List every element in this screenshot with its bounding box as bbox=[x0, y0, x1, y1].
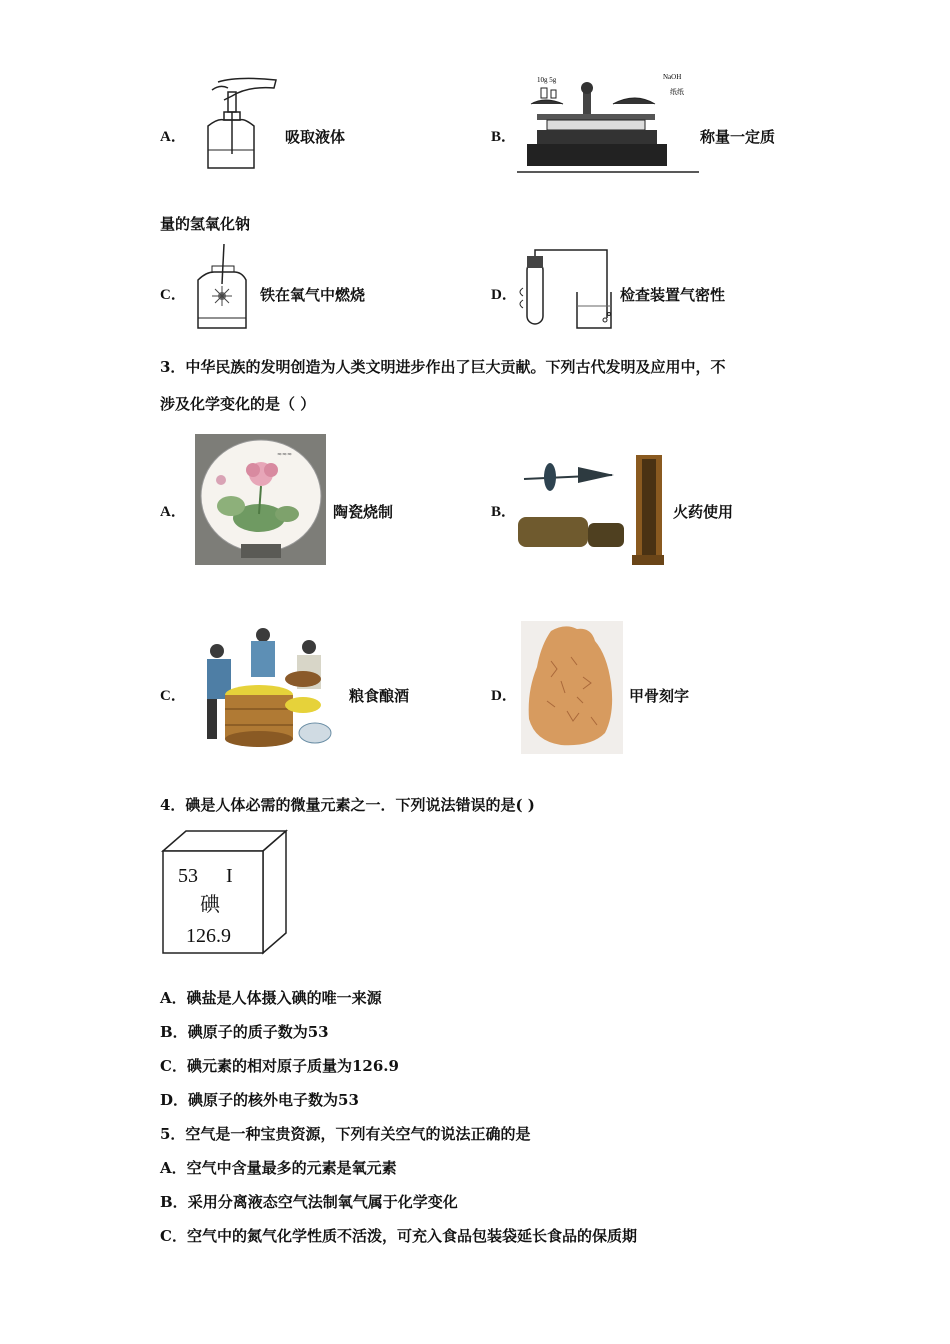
element-symbol: I bbox=[226, 865, 233, 887]
q2-option-d-letter: D． bbox=[491, 287, 517, 303]
q4-option-a-letter: A． bbox=[160, 989, 187, 1007]
q3-option-b-text: 火药使用 bbox=[673, 503, 734, 521]
q3-option-a-letter: A． bbox=[160, 504, 186, 520]
q3-option-b-letter: B． bbox=[491, 504, 517, 520]
q4-option-d-letter: D． bbox=[160, 1091, 189, 1109]
oracle-bone-image bbox=[521, 621, 623, 754]
element-name: 碘 bbox=[200, 892, 220, 916]
q5-stem: 5．空气是一种宝贵资源，下列有关空气的说法正确的是 bbox=[160, 1125, 531, 1143]
balance-paper-label: 纸纸 bbox=[670, 88, 684, 96]
element-atomic-number: 53 bbox=[178, 865, 198, 887]
q2-option-a-text: 吸取液体 bbox=[285, 128, 346, 146]
q4-option-a-text: 碘盐是人体摄入碘的唯一来源 bbox=[186, 989, 382, 1007]
airtightness-check-illustration bbox=[517, 248, 617, 332]
q3-option-c-letter: C． bbox=[160, 688, 186, 704]
element-atomic-mass: 126.9 bbox=[186, 925, 231, 947]
q2-option-b-text-continued: 量的氢氧化钠 bbox=[160, 215, 251, 233]
gunpowder-weapons-image bbox=[518, 453, 666, 567]
q4-option-c-letter: C． bbox=[160, 1057, 187, 1075]
q5-option-b-letter: B． bbox=[160, 1193, 188, 1211]
q4-option-c bbox=[160, 1056, 399, 1076]
q2-option-c-text: 铁在氧气中燃烧 bbox=[260, 286, 366, 304]
q4-option-b bbox=[160, 1022, 329, 1042]
q5-option-a-letter: A． bbox=[160, 1159, 187, 1177]
q4-option-b-text: 碘原子的质子数为53 bbox=[187, 1023, 329, 1041]
q2-option-a-letter: A． bbox=[160, 129, 186, 145]
q4-option-a bbox=[160, 988, 382, 1008]
q4-option-d bbox=[160, 1090, 359, 1110]
q4-option-d-text: 碘原子的核外电子数为53 bbox=[188, 1091, 359, 1109]
q2-option-c-letter: C． bbox=[160, 287, 186, 303]
q5-option-a-text: 空气中含量最多的元素是氧元素 bbox=[186, 1159, 397, 1177]
q5-option-b bbox=[160, 1192, 458, 1212]
q3-option-a-text: 陶瓷烧制 bbox=[333, 503, 394, 521]
brewing-wine-image bbox=[193, 625, 339, 753]
q3-option-d-text: 甲骨刻字 bbox=[629, 687, 690, 705]
balance-scale-illustration bbox=[517, 70, 701, 174]
iron-burning-jar-illustration bbox=[194, 244, 250, 332]
q3-option-d-letter: D． bbox=[491, 688, 517, 704]
q4-option-c-text: 碘元素的相对原子质量为126.9 bbox=[186, 1057, 399, 1075]
q2-option-b-letter: B． bbox=[491, 129, 517, 145]
q5-option-b-text: 采用分离液态空气法制氧气属于化学变化 bbox=[187, 1193, 458, 1211]
element-card-iodine bbox=[160, 829, 290, 957]
q4-stem: 4．碘是人体必需的微量元素之一．下列说法错误的是( ) bbox=[160, 796, 535, 814]
dropper-bottle-illustration bbox=[198, 74, 282, 172]
q5-option-a bbox=[160, 1158, 397, 1178]
q5-option-c-letter: C． bbox=[160, 1227, 187, 1245]
balance-naoh-label: NaOH bbox=[663, 73, 682, 81]
q2-option-b-text: 称量一定质 bbox=[700, 128, 776, 146]
q3-stem-line1: 3．中华民族的发明创造为人类文明进步作出了巨大贡献。下列古代发明及应用中，不 bbox=[160, 358, 726, 376]
q3-option-c-text: 粮食酿酒 bbox=[349, 687, 410, 705]
porcelain-plate-image bbox=[195, 434, 326, 565]
q5-option-c bbox=[160, 1226, 637, 1246]
q2-option-d-text: 检查装置气密性 bbox=[620, 286, 726, 304]
svg-text:≈≈≈: ≈≈≈ bbox=[277, 451, 293, 458]
balance-weights-label: 10g 5g bbox=[537, 76, 557, 84]
q5-option-c-text: 空气中的氮气化学性质不活泼，可充入食品包装袋延长食品的保质期 bbox=[186, 1227, 637, 1245]
q4-option-b-letter: B． bbox=[160, 1023, 188, 1041]
q3-stem-line2: 涉及化学变化的是（ ） bbox=[160, 395, 316, 413]
